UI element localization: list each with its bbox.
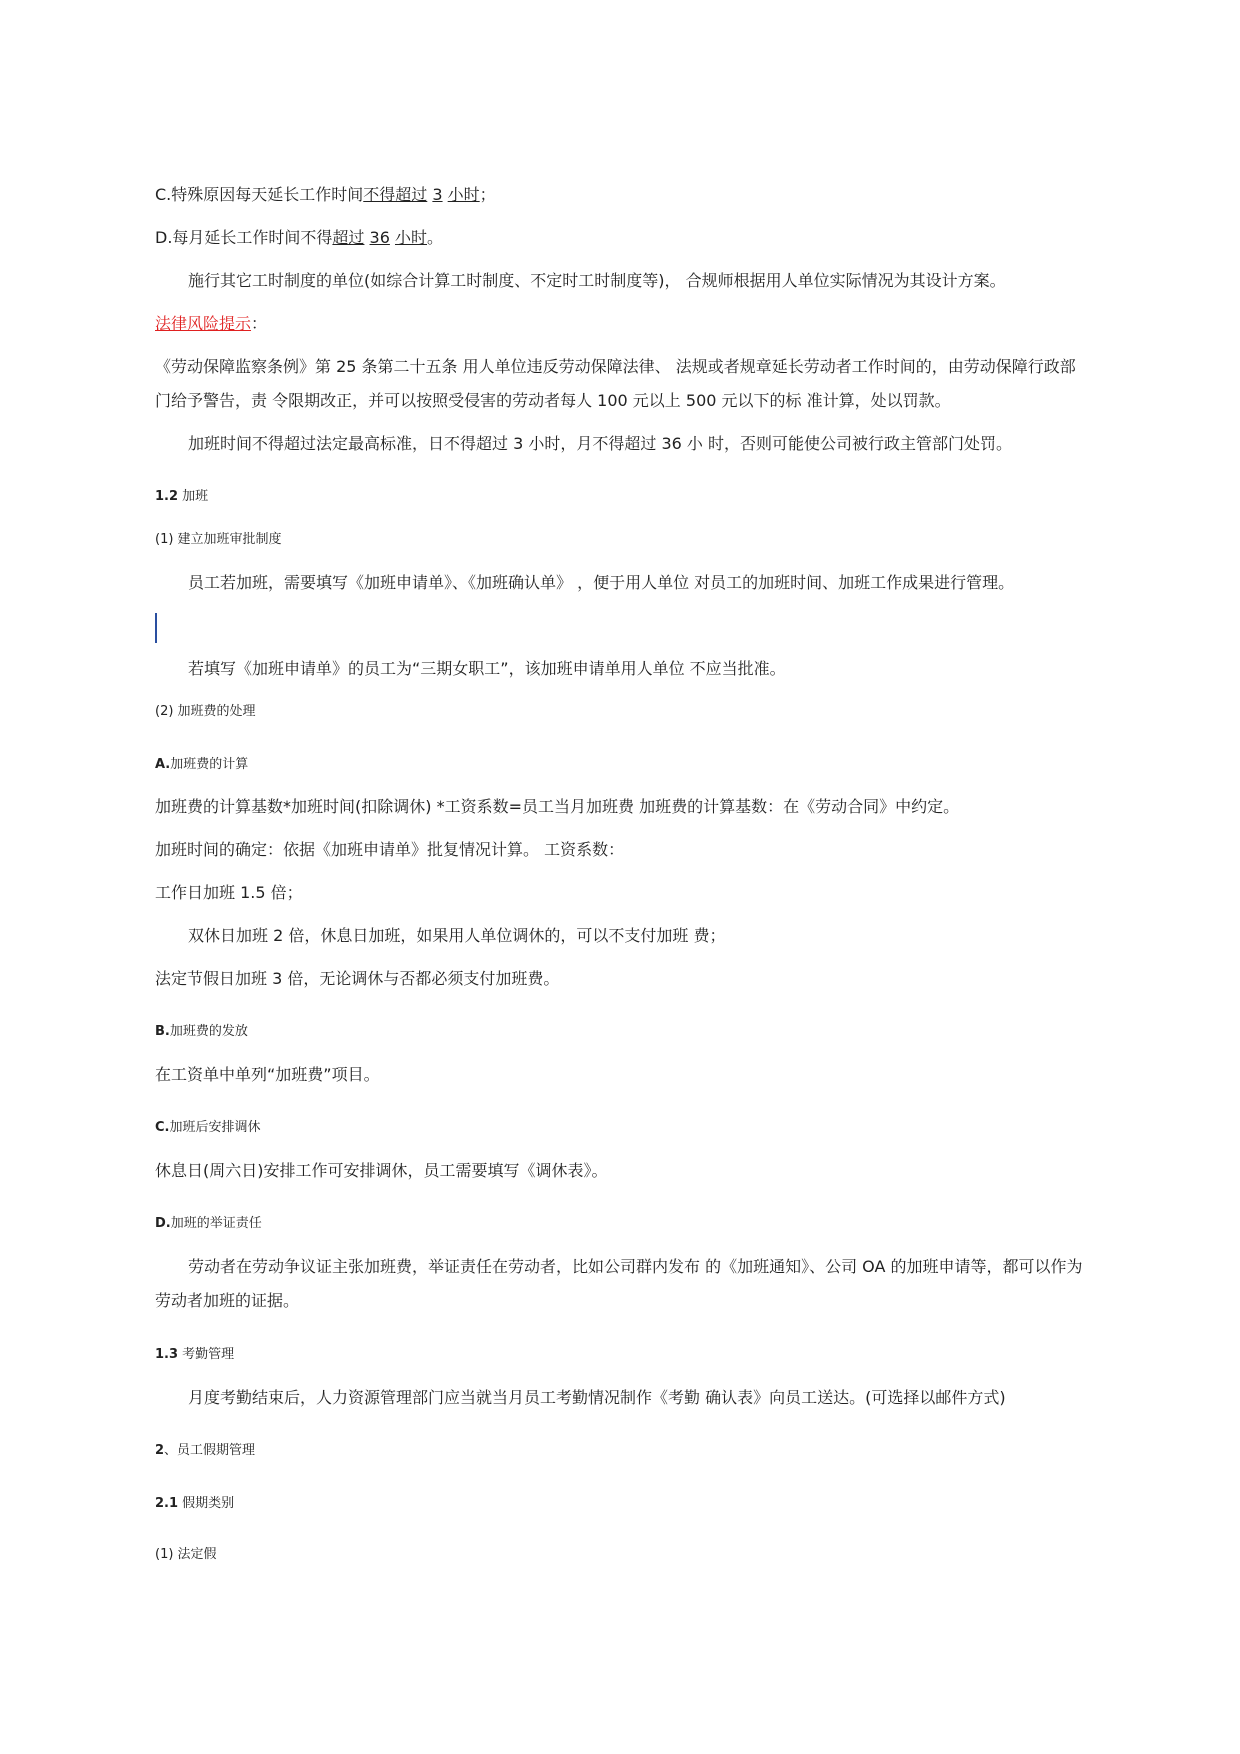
paragraph-holiday-rate: 法定节假日加班 3 倍，无论调休与否都必须支付加班费。 xyxy=(155,969,560,988)
subsection-a-heading: A.加班费的计算 xyxy=(155,757,249,772)
paragraph-overtime-forms: 员工若加班，需要填写《加班申请单》、《加班确认单》 ，便于用人单位 对员工的加班时间、加班工作成果进行管理。 xyxy=(188,573,1015,592)
section-2-1-1-heading: (1) 法定假 xyxy=(155,1547,217,1562)
section-1-2-2-heading: (2) 加班费的处理 xyxy=(155,704,256,719)
item-d-overtime-monthly: D.每月延长工作时间不得超过 36 小时。 xyxy=(155,228,444,247)
paragraph-overtime-hours: 加班时间的确定：依据《加班申请单》批复情况计算。 工资系数： xyxy=(155,840,625,859)
paragraph-burden-of-proof: 劳动者在劳动争议证主张加班费，举证责任在劳动者，比如公司群内发布 的《加班通知》、公司 OA 的加班申请等，都可以作为劳动者加班的证据。 xyxy=(155,1257,1083,1310)
section-1-2-1-heading: (1) 建立加班审批制度 xyxy=(155,532,282,547)
section-1-3-heading: 1.3 考勤管理 xyxy=(155,1347,235,1362)
paragraph-overtime-formula: 加班费的计算基数*加班时间(扣除调休) *工资系数=员工当月加班费 加班费的计算基数：在《劳动合同》中约定。 xyxy=(155,797,960,816)
item-c-overtime-daily: C.特殊原因每天延长工作时间不得超过 3 小时； xyxy=(155,185,496,204)
paragraph-workday-rate: 工作日加班 1.5 倍； xyxy=(155,883,303,902)
paragraph-regulation: 《劳动保障监察条例》第 25 条第二十五条 用人单位违反劳动保障法律、 法规或者规章延长劳动者工作时间的，由劳动保障行政部门给予警告，责 令限期改正，并可以按照受侵害的劳动者每人 100 元以上 500 元以下的标 准计算，处以罚款。 xyxy=(155,357,1076,410)
subsection-d-heading: D.加班的举证责任 xyxy=(155,1216,262,1231)
paragraph-weekend-rate: 双休日加班 2 倍，休息日加班，如果用人单位调休的，可以不支付加班 费； xyxy=(188,926,726,945)
paragraph-overtime-limit: 加班时间不得超过法定最高标准，日不得超过 3 小时，月不得超过 36 小 时，否则可能使公司被行政主管部门处罚。 xyxy=(188,434,1012,453)
section-1-2-heading: 1.2 加班 xyxy=(155,489,209,504)
section-2-heading: 2、员工假期管理 xyxy=(155,1443,256,1458)
text-cursor xyxy=(155,613,157,643)
legal-risk-heading: 法律风险提示： xyxy=(155,314,268,333)
paragraph-time-off: 休息日(周六日)安排工作可安排调休，员工需要填写《调休表》。 xyxy=(155,1161,608,1180)
legal-risk-label: 法律风险提示 xyxy=(155,314,252,333)
paragraph-three-period-women: 若填写《加班申请单》的员工为“三期女职工”，该加班申请单用人单位 不应当批准。 xyxy=(188,659,786,678)
subsection-b-heading: B.加班费的发放 xyxy=(155,1024,248,1039)
subsection-c-heading: C.加班后安排调休 xyxy=(155,1120,261,1135)
paragraph-attendance: 月度考勤结束后，人力资源管理部门应当就当月员工考勤情况制作《考勤 确认表》向员工送达。(可选择以邮件方式) xyxy=(188,1388,1006,1407)
paragraph-payslip: 在工资单中单列“加班费”项目。 xyxy=(155,1065,380,1084)
paragraph-other-systems: 施行其它工时制度的单位(如综合计算工时制度、不定时工时制度等)， 合规师根据用人单位实际情况为其设计方案。 xyxy=(188,271,1006,290)
section-2-1-heading: 2.1 假期类别 xyxy=(155,1496,235,1511)
